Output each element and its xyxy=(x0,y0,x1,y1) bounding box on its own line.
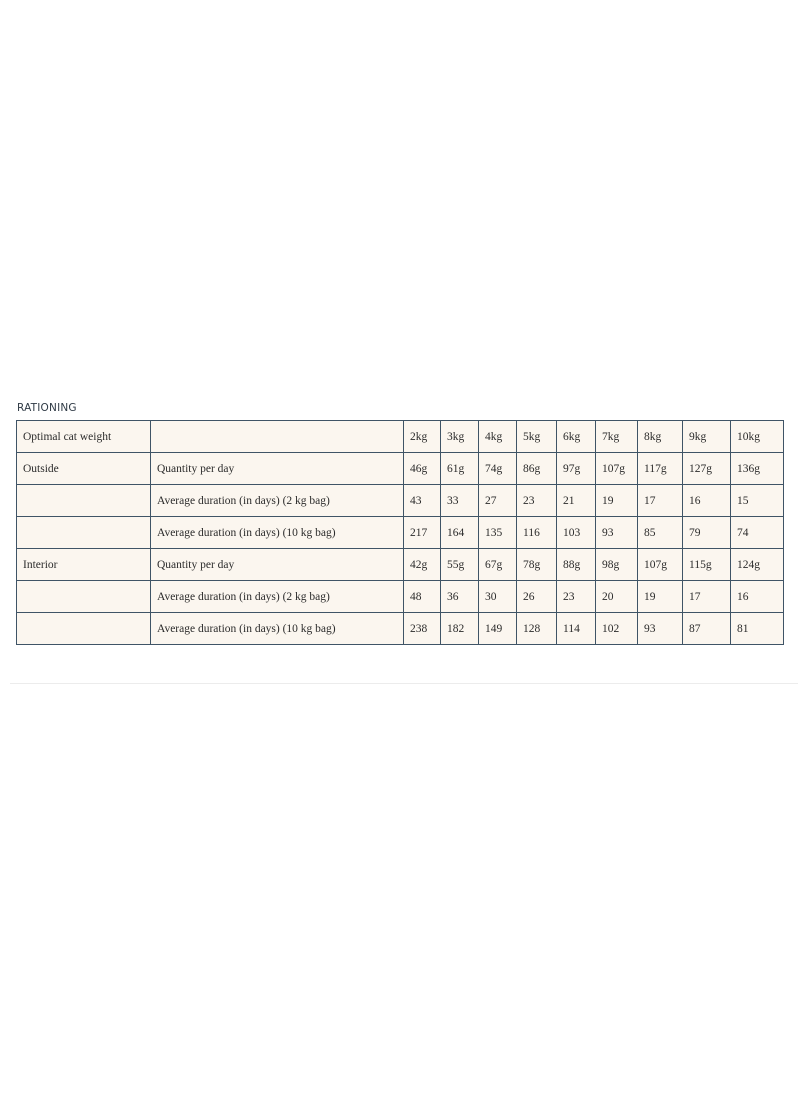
metric-cell: Average duration (in days) (10 kg bag) xyxy=(151,613,404,645)
weight-header-cell: 4kg xyxy=(479,421,517,453)
value-cell: 85 xyxy=(638,517,683,549)
value-cell: 81 xyxy=(731,613,784,645)
table-row xyxy=(17,613,784,645)
weight-header-cell: 7kg xyxy=(596,421,638,453)
header-label-cell: Optimal cat weight xyxy=(17,421,151,453)
weight-header-cell: 6kg xyxy=(557,421,596,453)
metric-cell: Quantity per day xyxy=(151,453,404,485)
value-cell: 88g xyxy=(557,549,596,581)
value-cell: 128 xyxy=(517,613,557,645)
value-cell: 61g xyxy=(441,453,479,485)
weight-header-cell: 9kg xyxy=(683,421,731,453)
metric-cell: Average duration (in days) (10 kg bag) xyxy=(151,517,404,549)
group-cell: Interior xyxy=(17,549,151,581)
group-cell xyxy=(17,613,151,645)
value-cell: 117g xyxy=(638,453,683,485)
value-cell: 127g xyxy=(683,453,731,485)
value-cell: 149 xyxy=(479,613,517,645)
value-cell: 74 xyxy=(731,517,784,549)
value-cell: 30 xyxy=(479,581,517,613)
value-cell: 97g xyxy=(557,453,596,485)
weight-header-cell: 10kg xyxy=(731,421,784,453)
value-cell: 20 xyxy=(596,581,638,613)
value-cell: 19 xyxy=(596,485,638,517)
value-cell: 102 xyxy=(596,613,638,645)
value-cell: 115g xyxy=(683,549,731,581)
group-cell: Outside xyxy=(17,453,151,485)
metric-cell: Average duration (in days) (2 kg bag) xyxy=(151,485,404,517)
value-cell: 21 xyxy=(557,485,596,517)
table-row xyxy=(17,517,784,549)
value-cell: 42g xyxy=(404,549,441,581)
value-cell: 36 xyxy=(441,581,479,613)
value-cell: 217 xyxy=(404,517,441,549)
value-cell: 74g xyxy=(479,453,517,485)
weight-header-cell: 2kg xyxy=(404,421,441,453)
value-cell: 98g xyxy=(596,549,638,581)
table-header-row xyxy=(17,421,784,453)
value-cell: 238 xyxy=(404,613,441,645)
value-cell: 93 xyxy=(638,613,683,645)
value-cell: 33 xyxy=(441,485,479,517)
value-cell: 107g xyxy=(596,453,638,485)
value-cell: 46g xyxy=(404,453,441,485)
value-cell: 182 xyxy=(441,613,479,645)
value-cell: 19 xyxy=(638,581,683,613)
value-cell: 124g xyxy=(731,549,784,581)
value-cell: 164 xyxy=(441,517,479,549)
table-row xyxy=(17,549,784,581)
section-divider xyxy=(10,683,798,684)
table-row xyxy=(17,581,784,613)
value-cell: 103 xyxy=(557,517,596,549)
rationing-table xyxy=(16,420,784,645)
value-cell: 16 xyxy=(683,485,731,517)
value-cell: 107g xyxy=(638,549,683,581)
table-row xyxy=(17,453,784,485)
value-cell: 23 xyxy=(557,581,596,613)
value-cell: 135 xyxy=(479,517,517,549)
metric-cell: Average duration (in days) (2 kg bag) xyxy=(151,581,404,613)
value-cell: 16 xyxy=(731,581,784,613)
metric-cell: Quantity per day xyxy=(151,549,404,581)
value-cell: 23 xyxy=(517,485,557,517)
table-row xyxy=(17,485,784,517)
value-cell: 26 xyxy=(517,581,557,613)
weight-header-cell: 8kg xyxy=(638,421,683,453)
table-body xyxy=(17,421,784,645)
value-cell: 136g xyxy=(731,453,784,485)
group-cell xyxy=(17,517,151,549)
value-cell: 15 xyxy=(731,485,784,517)
weight-header-cell: 5kg xyxy=(517,421,557,453)
value-cell: 86g xyxy=(517,453,557,485)
group-cell xyxy=(17,485,151,517)
value-cell: 114 xyxy=(557,613,596,645)
value-cell: 27 xyxy=(479,485,517,517)
value-cell: 48 xyxy=(404,581,441,613)
value-cell: 93 xyxy=(596,517,638,549)
value-cell: 17 xyxy=(683,581,731,613)
weight-header-cell: 3kg xyxy=(441,421,479,453)
header-sublabel-cell xyxy=(151,421,404,453)
value-cell: 87 xyxy=(683,613,731,645)
value-cell: 43 xyxy=(404,485,441,517)
value-cell: 78g xyxy=(517,549,557,581)
value-cell: 17 xyxy=(638,485,683,517)
value-cell: 67g xyxy=(479,549,517,581)
group-cell xyxy=(17,581,151,613)
section-title: RATIONING xyxy=(17,402,77,414)
value-cell: 116 xyxy=(517,517,557,549)
value-cell: 55g xyxy=(441,549,479,581)
value-cell: 79 xyxy=(683,517,731,549)
